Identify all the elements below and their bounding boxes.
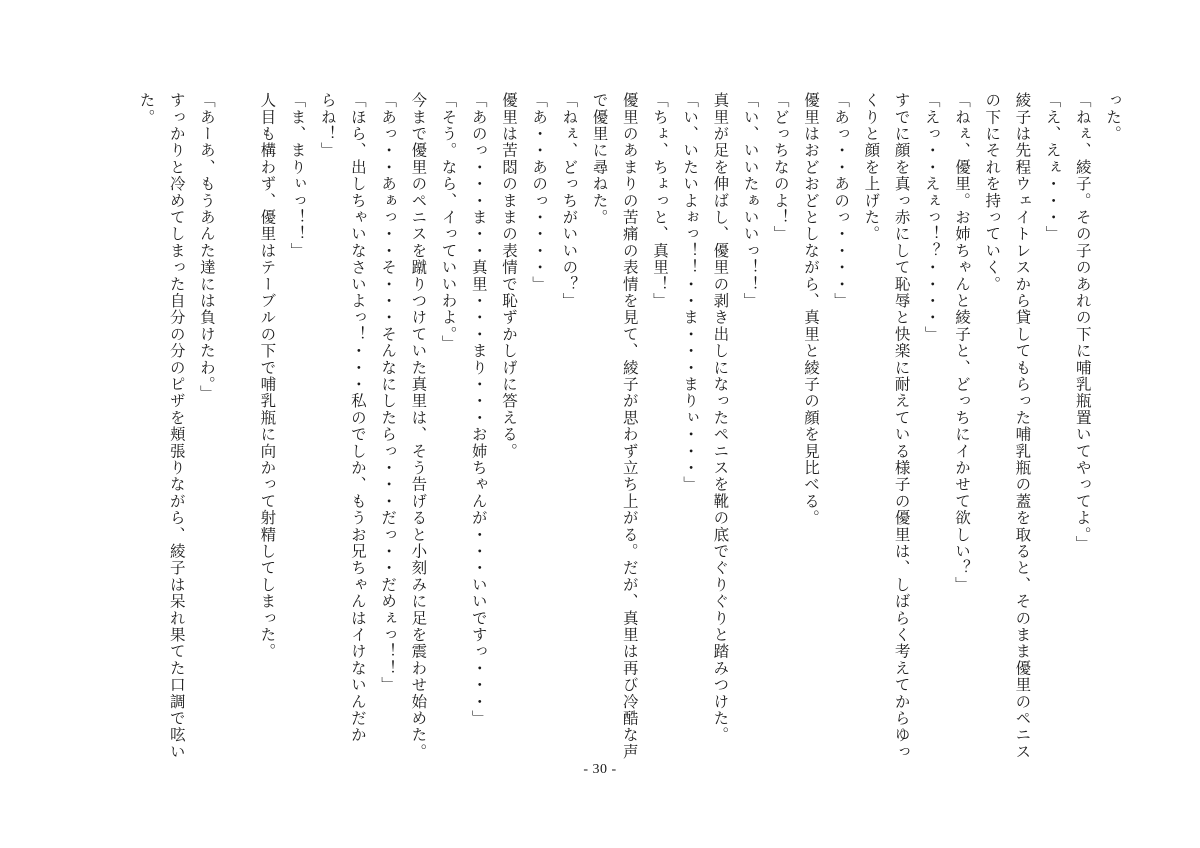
text-line: すっかりと冷めてしまった自分の分のピザを頬張りながら、綾子は呆れ果てた口調で呟い — [167, 92, 186, 760]
text-line: 「そう。なら、イっていいわよ。」 — [439, 92, 458, 352]
text-line: で優里に尋ねた。 — [590, 92, 609, 226]
text-line: 「あっ・・あぁっ・・そ・・・そんなにしたらっ・・・だっ・・だめぇっ！！」 — [379, 92, 398, 694]
text-line: 優里は苦悶のままの表情で恥ずかしげに答える。 — [499, 92, 518, 460]
text-line: 今まで優里のペニスを蹴りつけていた真里は、そう告げると小刻みに足を震わせ始めた。 — [409, 92, 428, 760]
text-line: 「ま、まりぃっ！！」 — [288, 92, 307, 259]
text-line: すでに顔を真っ赤にして恥辱と快楽に耐えている様子の優里は、しばらく考えてからゆっ — [892, 92, 911, 760]
text-line: くりと顔を上げた。 — [862, 92, 881, 243]
text-line: 「え、えぇ・・・」 — [1043, 92, 1062, 243]
page-number: - 30 - — [583, 762, 617, 777]
text-line: らね！」 — [318, 92, 337, 159]
text-line: の下にそれを持っていく。 — [983, 92, 1002, 293]
body-text — [131, 92, 1128, 760]
text-line — [222, 92, 252, 752]
text-line: 「ねぇ、優里。お姉ちゃんと綾子と、どっちにイかせて欲しい？」 — [952, 92, 971, 593]
text-line: 綾子は先程ウェイトレスから貸してもらった哺乳瓶の蓋を取ると、そのまま優里のペニス — [1013, 92, 1032, 760]
text-line: 「ほら、出しちゃいなさいよっ！・・・私のでしか、もうお兄ちゃんはイけないんだか — [348, 92, 367, 744]
text-line: 「あ・・あのっ・・・・」 — [530, 92, 549, 293]
text-line: 「えっ・・えぇっ！？・・・・」 — [922, 92, 941, 343]
text-line: 真里が足を伸ばし、優里の剥き出しになったペニスを靴の底でぐりぐりと踏みつけた。 — [711, 92, 730, 744]
text-line: 人目も構わず、優里はテーブルの下で哺乳瓶に向かって射精してしまった。 — [258, 92, 277, 660]
text-line: 優里はおどおどとしながら、真里と綾子の顔を見比べる。 — [801, 92, 820, 527]
text-line: 「あっ・・あのっ・・・・」 — [832, 92, 851, 310]
text-line: た。 — [137, 92, 156, 126]
text-line: 「ねぇ、綾子。その子のあれの下に哺乳瓶置いてやってよ。」 — [1073, 92, 1092, 552]
text-line: 「い、いいたぁいいっ！！」 — [741, 92, 760, 310]
text-line: 優里のあまりの苦痛の表情を見て、綾子が思わず立ち上がる。だが、真里は再び冷酷な声 — [620, 92, 639, 760]
text-line: 「い、いたいよぉっ！！・・ま・・・まりぃ・・・」 — [681, 92, 700, 493]
text-line: 「ねぇ、どっちがいいの？」 — [560, 92, 579, 310]
text-line: 「ちょ、ちょっと、真里！」 — [650, 92, 669, 310]
text-line: 「あーあ、もうあんた達には負けたわ。」 — [197, 92, 216, 402]
text-line: った。 — [1104, 92, 1122, 143]
text-line: 「どっちなのよ！」 — [771, 92, 790, 243]
text-line: 「あのっ・・・ま・・真里・・・まり・・・お姉ちゃんが・・・いいですっ・・・」 — [469, 92, 488, 727]
